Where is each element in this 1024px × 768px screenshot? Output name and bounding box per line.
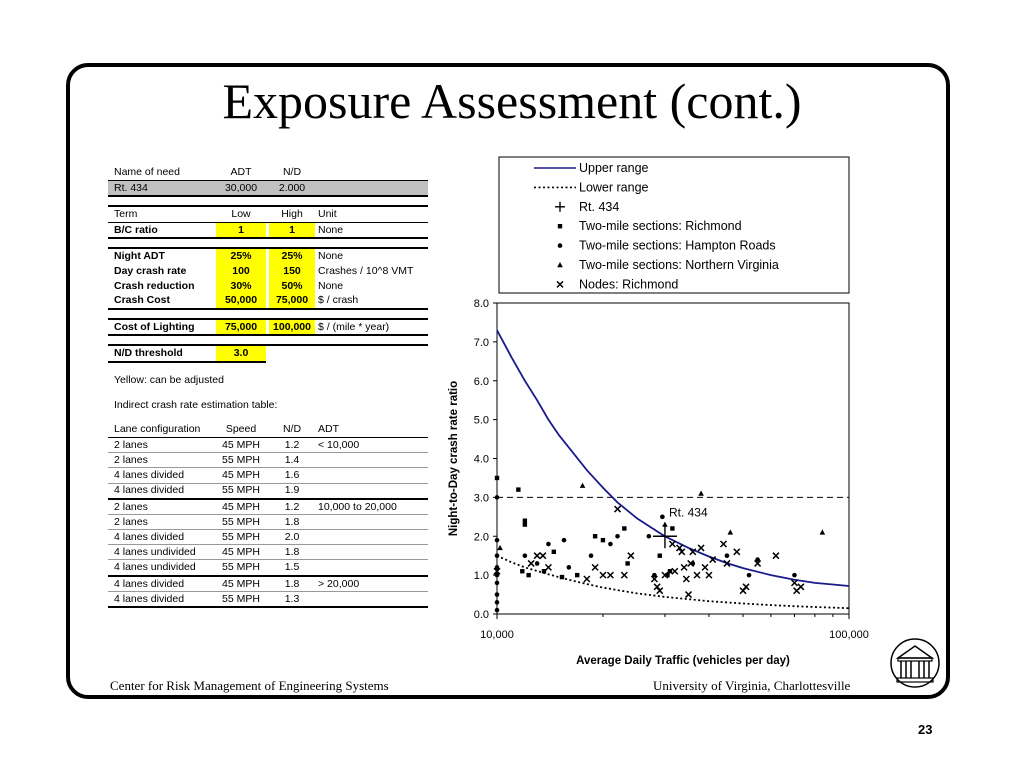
lane-config: 4 lanes undivided — [114, 560, 196, 573]
lane-nd: 1.8 — [284, 577, 300, 590]
lane-config: 2 lanes — [114, 453, 148, 466]
rt434-annotation: Rt. 434 — [668, 505, 708, 520]
bc-ratio-low[interactable]: 1 — [216, 223, 266, 238]
data-point — [495, 495, 500, 500]
data-point — [495, 538, 500, 543]
data-point — [725, 553, 730, 558]
data-point — [615, 534, 620, 539]
lighting-cost-row — [108, 320, 428, 335]
crash-ratio-chart — [440, 155, 880, 675]
lighting-cost-high[interactable]: 100,000 — [269, 320, 315, 335]
lane-config: 2 lanes — [114, 515, 148, 528]
lane-config: 4 lanes undivided — [114, 545, 196, 558]
param-row — [108, 264, 428, 279]
nd-threshold-label: N/D threshold — [114, 347, 183, 360]
lane-row — [108, 592, 428, 607]
footer-left: Center for Risk Management of Engineering Systems — [110, 678, 389, 693]
lighting-cost-low[interactable]: 75,000 — [216, 320, 266, 335]
y-tick-label: 7.0 — [473, 336, 489, 349]
lane-speed: 45 MPH — [222, 545, 260, 558]
lane-speed: 45 MPH — [222, 500, 260, 513]
need-row — [108, 181, 428, 196]
header-term: Term — [114, 208, 138, 221]
bc-ratio-row — [108, 223, 428, 238]
param-high[interactable]: 25% — [269, 249, 315, 264]
y-tick-label: 5.0 — [473, 414, 489, 427]
lane-speed: 55 MPH — [222, 453, 260, 466]
footer-right: University of Virginia, Charlottesville — [653, 678, 851, 693]
need-name: Rt. 434 — [114, 181, 148, 194]
param-unit: None — [318, 279, 344, 292]
slide-title: Exposure Assessment (cont.) — [222, 73, 802, 129]
param-high[interactable]: 75,000 — [269, 293, 315, 308]
data-point — [660, 515, 665, 520]
legend-label: Lower range — [579, 180, 649, 195]
lane-row — [108, 438, 428, 453]
legend-label: Rt. 434 — [579, 199, 620, 214]
lane-nd: 1.3 — [284, 592, 300, 605]
lane-adt-range: < 10,000 — [318, 438, 360, 451]
data-point — [535, 561, 540, 566]
parameter-table — [108, 165, 428, 608]
param-low[interactable]: 30% — [216, 279, 266, 294]
data-point — [495, 592, 500, 597]
legend-label: Two-mile sections: Hampton Roads — [579, 238, 776, 253]
header-unit: Unit — [318, 208, 337, 221]
lane-row — [108, 577, 428, 592]
legend-label: Two-mile sections: Richmond — [579, 219, 742, 234]
chart-plot-area — [448, 298, 869, 667]
param-row — [108, 249, 428, 264]
lane-speed: 55 MPH — [222, 560, 260, 573]
term-header-row — [108, 207, 428, 222]
lane-nd: 1.8 — [284, 515, 300, 528]
legend-label: Two-mile sections: Northern Virginia — [579, 258, 779, 272]
data-point — [552, 550, 556, 554]
data-point — [526, 573, 530, 577]
header-speed: Speed — [225, 423, 257, 436]
indirect-title — [108, 398, 428, 413]
header-nd: N/D — [282, 166, 302, 178]
header-adt: ADT — [230, 166, 252, 178]
data-point — [608, 542, 613, 547]
param-high[interactable]: 50% — [269, 279, 315, 294]
header-low: Low — [231, 208, 251, 221]
param-label: Night ADT — [114, 250, 165, 263]
lane-nd: 1.9 — [284, 484, 300, 496]
data-point — [516, 487, 520, 491]
data-point — [593, 534, 597, 538]
param-row — [108, 279, 428, 294]
lighting-cost-label: Cost of Lighting — [114, 320, 195, 333]
lane-nd: 1.2 — [284, 500, 300, 513]
lane-config: 2 lanes — [114, 438, 148, 451]
lane-nd: 2.0 — [284, 530, 300, 543]
header-lane-configuration: Lane configuration — [114, 423, 201, 436]
header-high: High — [281, 208, 303, 221]
data-point — [747, 573, 752, 578]
need-header-row — [108, 165, 428, 180]
bc-ratio-label: B/C ratio — [114, 223, 158, 236]
legend-swatch — [558, 224, 562, 228]
param-high[interactable]: 150 — [269, 264, 315, 279]
lane-speed: 45 MPH — [222, 468, 260, 481]
need-nd: 2.000 — [278, 181, 306, 194]
lane-row — [108, 515, 428, 530]
lane-row — [108, 453, 428, 468]
lane-config: 4 lanes divided — [114, 577, 185, 590]
header-lane-nd: N/D — [282, 423, 302, 436]
plot-frame — [497, 303, 849, 614]
university-logo-icon — [889, 636, 941, 690]
lane-speed: 55 MPH — [222, 515, 260, 528]
nd-threshold-row — [108, 346, 428, 361]
lane-row — [108, 560, 428, 575]
lane-row — [108, 530, 428, 545]
nd-threshold-value[interactable]: 3.0 — [216, 346, 266, 361]
bc-ratio-high[interactable]: 1 — [269, 223, 315, 238]
data-point — [495, 476, 499, 480]
lane-config: 4 lanes divided — [114, 530, 185, 543]
lane-config: 4 lanes divided — [114, 592, 185, 605]
yellow-note-text: Yellow: can be adjusted — [114, 373, 224, 386]
lane-config: 4 lanes divided — [114, 468, 185, 481]
legend-swatch — [558, 243, 563, 248]
param-label: Day crash rate — [114, 264, 187, 277]
param-label: Crash Cost — [114, 294, 171, 307]
lane-nd: 1.2 — [284, 438, 300, 451]
data-point — [625, 561, 629, 565]
y-tick-label: 6.0 — [473, 375, 489, 388]
lane-speed: 55 MPH — [222, 530, 260, 543]
data-point — [495, 553, 500, 558]
header-name-of-need: Name of need — [114, 166, 180, 178]
page-number: 23 — [918, 722, 933, 737]
param-unit: $ / crash — [318, 294, 359, 307]
data-point — [575, 573, 579, 577]
lane-adt-range: 10,000 to 20,000 — [318, 500, 397, 513]
legend-label: Upper range — [579, 161, 649, 175]
legend-label: Nodes: Richmond — [579, 277, 679, 292]
data-point — [668, 569, 672, 573]
param-label: Crash reduction — [114, 279, 195, 292]
data-point — [562, 538, 567, 543]
param-low[interactable]: 100 — [216, 264, 266, 279]
lane-row — [108, 500, 428, 515]
data-point — [495, 600, 500, 605]
data-point — [495, 608, 500, 613]
data-point — [622, 526, 626, 530]
data-point — [523, 519, 527, 523]
lane-nd: 1.5 — [284, 560, 300, 573]
need-adt: 30,000 — [224, 181, 258, 194]
x-tick-label: 100,000 — [829, 629, 869, 641]
param-row — [108, 293, 428, 308]
param-low[interactable]: 50,000 — [216, 293, 266, 308]
lane-table-body — [108, 437, 428, 609]
y-tick-label: 0.0 — [473, 609, 489, 621]
lane-nd: 1.8 — [284, 545, 300, 558]
y-tick-label: 4.0 — [473, 453, 489, 466]
header-lane-adt: ADT — [318, 423, 339, 436]
param-unit: None — [318, 250, 344, 263]
y-tick-label: 1.0 — [473, 570, 489, 583]
lane-nd: 1.4 — [284, 453, 300, 466]
bc-ratio-unit: None — [318, 223, 344, 236]
param-unit: Crashes / 10^8 VMT — [318, 264, 414, 277]
lane-row — [108, 483, 428, 498]
x-tick-label: 10,000 — [480, 629, 514, 641]
data-point — [647, 534, 652, 539]
lane-speed: 55 MPH — [222, 592, 260, 605]
lane-row — [108, 545, 428, 560]
data-point — [670, 526, 674, 530]
data-point — [601, 538, 605, 542]
lane-config: 2 lanes — [114, 500, 148, 513]
lane-config: 4 lanes divided — [114, 484, 185, 496]
data-point — [523, 522, 527, 526]
y-tick-label: 3.0 — [473, 492, 489, 505]
indirect-title-text: Indirect crash rate estimation table: — [114, 398, 278, 411]
data-point — [523, 553, 528, 558]
data-point — [658, 553, 662, 557]
data-point — [567, 565, 572, 570]
lane-speed: 45 MPH — [222, 577, 260, 590]
data-point — [792, 573, 797, 578]
lane-nd: 1.6 — [284, 468, 300, 481]
y-axis-label: Night-to-Day crash rate ratio — [448, 380, 460, 537]
lane-adt-range: > 20,000 — [318, 577, 360, 590]
lane-speed: 45 MPH — [222, 438, 260, 451]
lane-header-row — [108, 422, 428, 437]
data-point — [546, 542, 551, 547]
data-point — [589, 553, 594, 558]
data-point — [495, 581, 500, 586]
param-low[interactable]: 25% — [216, 249, 266, 264]
data-point — [560, 575, 564, 579]
y-tick-label: 8.0 — [473, 298, 489, 310]
yellow-note — [108, 373, 428, 388]
lane-speed: 55 MPH — [222, 484, 260, 496]
chart-legend — [499, 157, 849, 293]
lighting-cost-unit: $ / (mile * year) — [318, 320, 390, 333]
data-point — [520, 569, 524, 573]
y-tick-label: 2.0 — [473, 531, 489, 544]
x-axis-label: Average Daily Traffic (vehicles per day) — [576, 655, 790, 667]
lane-row — [108, 468, 428, 483]
